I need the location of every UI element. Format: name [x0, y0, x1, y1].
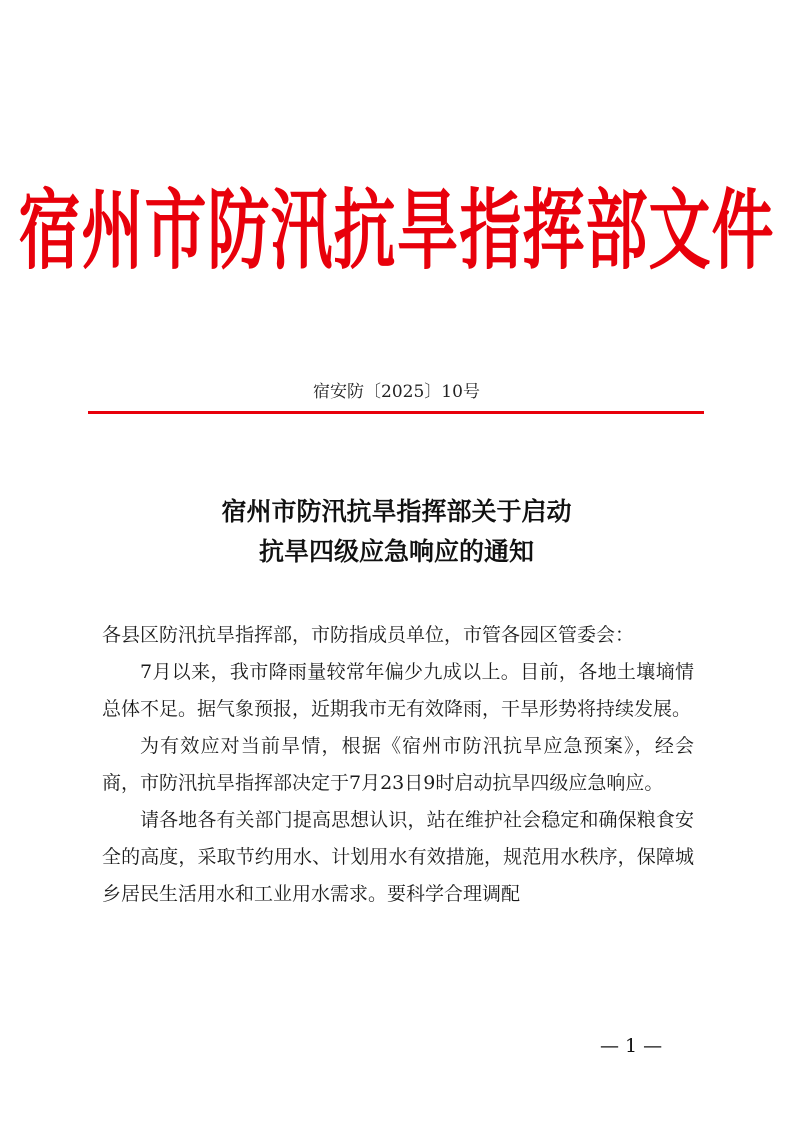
- body-paragraph-2: 为有效应对当前旱情，根据《宿州市防汛抗旱应急预案》，经会商，市防汛抗旱指挥部决定于7月23日9时启动抗旱四级应急响应。: [102, 735, 694, 794]
- title-line-1: 宿州市防汛抗旱指挥部关于启动: [221, 497, 572, 526]
- document-masthead: [0, 176, 793, 286]
- addressee-line: 各县区防汛抗旱指挥部，市防指成员单位，市管各园区管委会：: [102, 624, 635, 646]
- document-body: [102, 617, 694, 913]
- title-line-2: 抗旱四级应急响应的通知: [258, 537, 534, 566]
- page-number: — 1 —: [600, 1035, 663, 1057]
- document-title: [0, 492, 793, 572]
- body-paragraph-1: 7月以来，我市降雨量较常年偏少九成以上。目前，各地土壤墒情总体不足。据气象预报，近期我市无有效降雨，干旱形势将持续发展。: [102, 661, 694, 720]
- masthead-text: 宿州市防汛抗旱指挥部文件: [18, 179, 775, 282]
- document-number: 宿安防〔2025〕10号: [313, 382, 480, 402]
- body-paragraph-3: 请各地各有关部门提高思想认识，站在维护社会稳定和确保粮食安全的高度，采取节约用水、计划用水有效措施，规范用水秩序，保障城乡居民生活用水和工业用水需求。要科学合理调配: [102, 809, 694, 905]
- red-divider-line: [88, 411, 704, 414]
